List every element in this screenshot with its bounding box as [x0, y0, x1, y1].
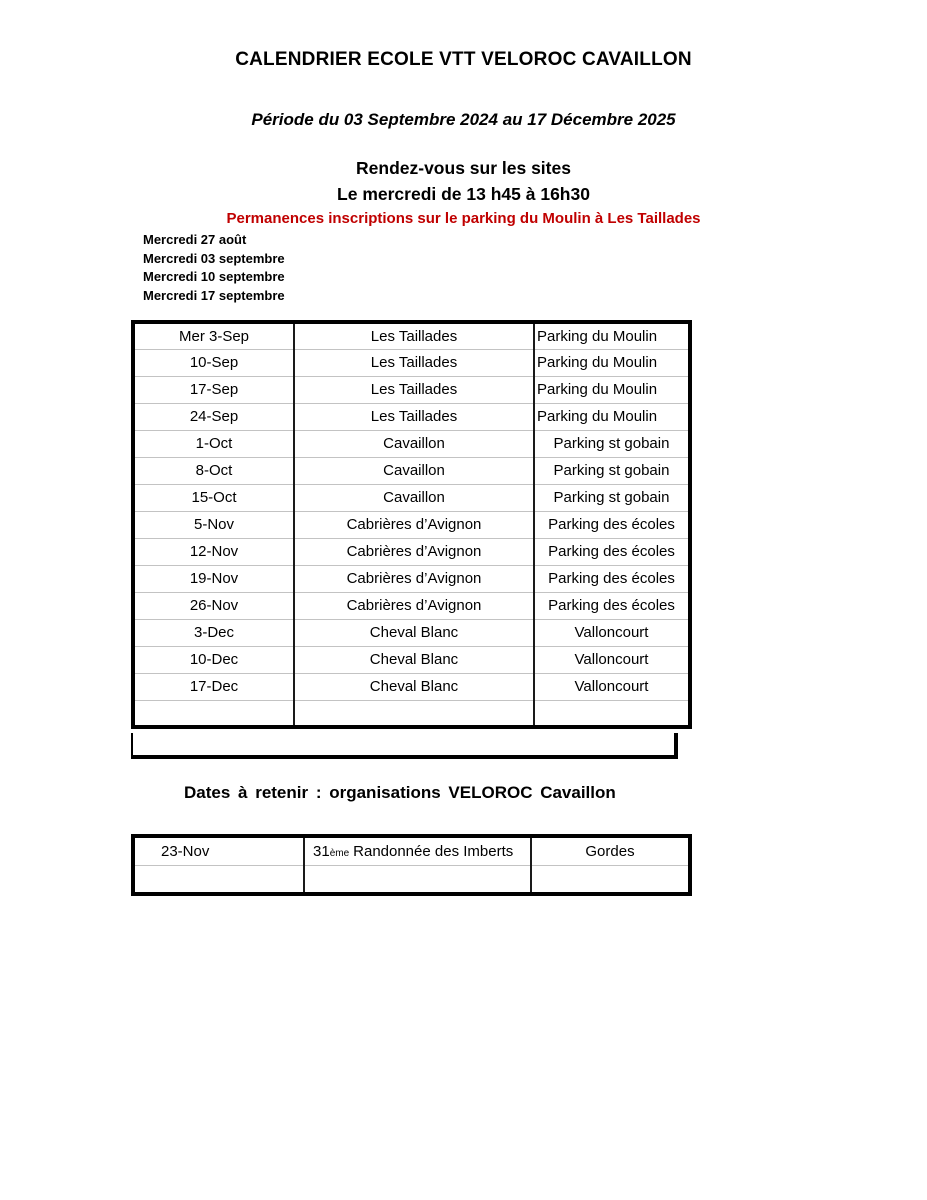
table-row: [133, 836, 690, 865]
parking-cell: [534, 700, 690, 727]
page-title: CALENDRIER ECOLE VTT VELOROC CAVAILLON: [235, 49, 692, 70]
parking-cell: Parking des écoles: [534, 565, 690, 592]
table-row: [133, 592, 690, 619]
date-cell: 19-Nov: [133, 565, 294, 592]
period-subtitle: Période du 03 Septembre 2024 au 17 Décembre 2025: [251, 110, 676, 129]
parking-cell: Parking du Moulin: [534, 376, 690, 403]
site-cell: Cheval Blanc: [294, 646, 534, 673]
parking-cell: Parking st gobain: [534, 484, 690, 511]
site-cell: Cabrières d’Avignon: [294, 511, 534, 538]
table-row: [133, 565, 690, 592]
registration-date-item: Mercredi 03 septembre: [143, 250, 285, 266]
parking-cell: Parking des écoles: [534, 511, 690, 538]
site-cell: Les Taillades: [294, 376, 534, 403]
date-cell: 26-Nov: [133, 592, 294, 619]
table-row: [133, 538, 690, 565]
table-row: [133, 349, 690, 376]
empty-bottom-strip: [131, 733, 678, 759]
table-row: [133, 619, 690, 646]
site-cell: Cabrières d’Avignon: [294, 592, 534, 619]
site-cell: Cavaillon: [294, 484, 534, 511]
table-row: [133, 673, 690, 700]
parking-cell: Parking st gobain: [534, 457, 690, 484]
parking-cell: Parking des écoles: [534, 538, 690, 565]
date-cell: 17-Dec: [133, 673, 294, 700]
site-cell: Cabrières d’Avignon: [294, 538, 534, 565]
event-name-cell: [304, 865, 531, 894]
table-row: [133, 430, 690, 457]
parking-cell: Valloncourt: [534, 646, 690, 673]
date-cell: 12-Nov: [133, 538, 294, 565]
event-place-cell: Gordes: [531, 836, 690, 865]
site-cell: Cheval Blanc: [294, 619, 534, 646]
table-row: [133, 457, 690, 484]
schedule-table: [131, 320, 692, 729]
site-cell: Cavaillon: [294, 457, 534, 484]
table-row: [133, 376, 690, 403]
site-cell: Cheval Blanc: [294, 673, 534, 700]
events-heading: Dates à retenir : organisations VELOROC Cavaillon: [184, 783, 616, 802]
parking-cell: Parking st gobain: [534, 430, 690, 457]
registration-date-item: Mercredi 17 septembre: [143, 287, 285, 303]
parking-cell: Valloncourt: [534, 673, 690, 700]
event-number: 31: [313, 842, 330, 860]
table-row: [133, 700, 690, 727]
table-row: [133, 646, 690, 673]
parking-cell: Parking des écoles: [534, 592, 690, 619]
events-table: [131, 834, 692, 896]
parking-cell: Parking du Moulin: [534, 403, 690, 430]
meeting-sites-line: Rendez-vous sur les sites: [356, 158, 571, 178]
site-cell: Cavaillon: [294, 430, 534, 457]
parking-cell: Parking du Moulin: [534, 349, 690, 376]
date-cell: 1-Oct: [133, 430, 294, 457]
site-cell: [294, 700, 534, 727]
registration-notice: Permanences inscriptions sur le parking du Moulin à Les Taillades: [226, 210, 701, 227]
registration-date-item: Mercredi 10 septembre: [143, 269, 285, 285]
event-date-cell: [133, 865, 304, 894]
event-name-cell: [304, 836, 531, 865]
site-cell: Les Taillades: [294, 322, 534, 349]
table-row: [133, 403, 690, 430]
date-cell: [133, 700, 294, 727]
site-cell: Les Taillades: [294, 403, 534, 430]
registration-date-item: Mercredi 27 août: [143, 232, 247, 247]
site-cell: Cabrières d’Avignon: [294, 565, 534, 592]
table-row: [133, 511, 690, 538]
date-cell: 3-Dec: [133, 619, 294, 646]
date-cell: 5-Nov: [133, 511, 294, 538]
date-cell: 17-Sep: [133, 376, 294, 403]
date-cell: 15-Oct: [133, 484, 294, 511]
table-row: [133, 484, 690, 511]
event-date-cell: 23-Nov: [133, 836, 304, 865]
table-row: [133, 322, 690, 349]
date-cell: 24-Sep: [133, 403, 294, 430]
registration-dates-list: [143, 231, 285, 305]
event-name: Randonnée des Imberts: [353, 842, 514, 860]
meeting-time-line: Le mercredi de 13 h45 à 16h30: [337, 184, 590, 204]
date-cell: 8-Oct: [133, 457, 294, 484]
event-ordinal: ème: [329, 847, 350, 859]
date-cell: Mer 3-Sep: [133, 322, 294, 349]
parking-cell: Valloncourt: [534, 619, 690, 646]
table-row: [133, 865, 690, 894]
date-cell: 10-Sep: [133, 349, 294, 376]
event-place-cell: [531, 865, 690, 894]
parking-cell: Parking du Moulin: [534, 322, 690, 349]
site-cell: Les Taillades: [294, 349, 534, 376]
date-cell: 10-Dec: [133, 646, 294, 673]
